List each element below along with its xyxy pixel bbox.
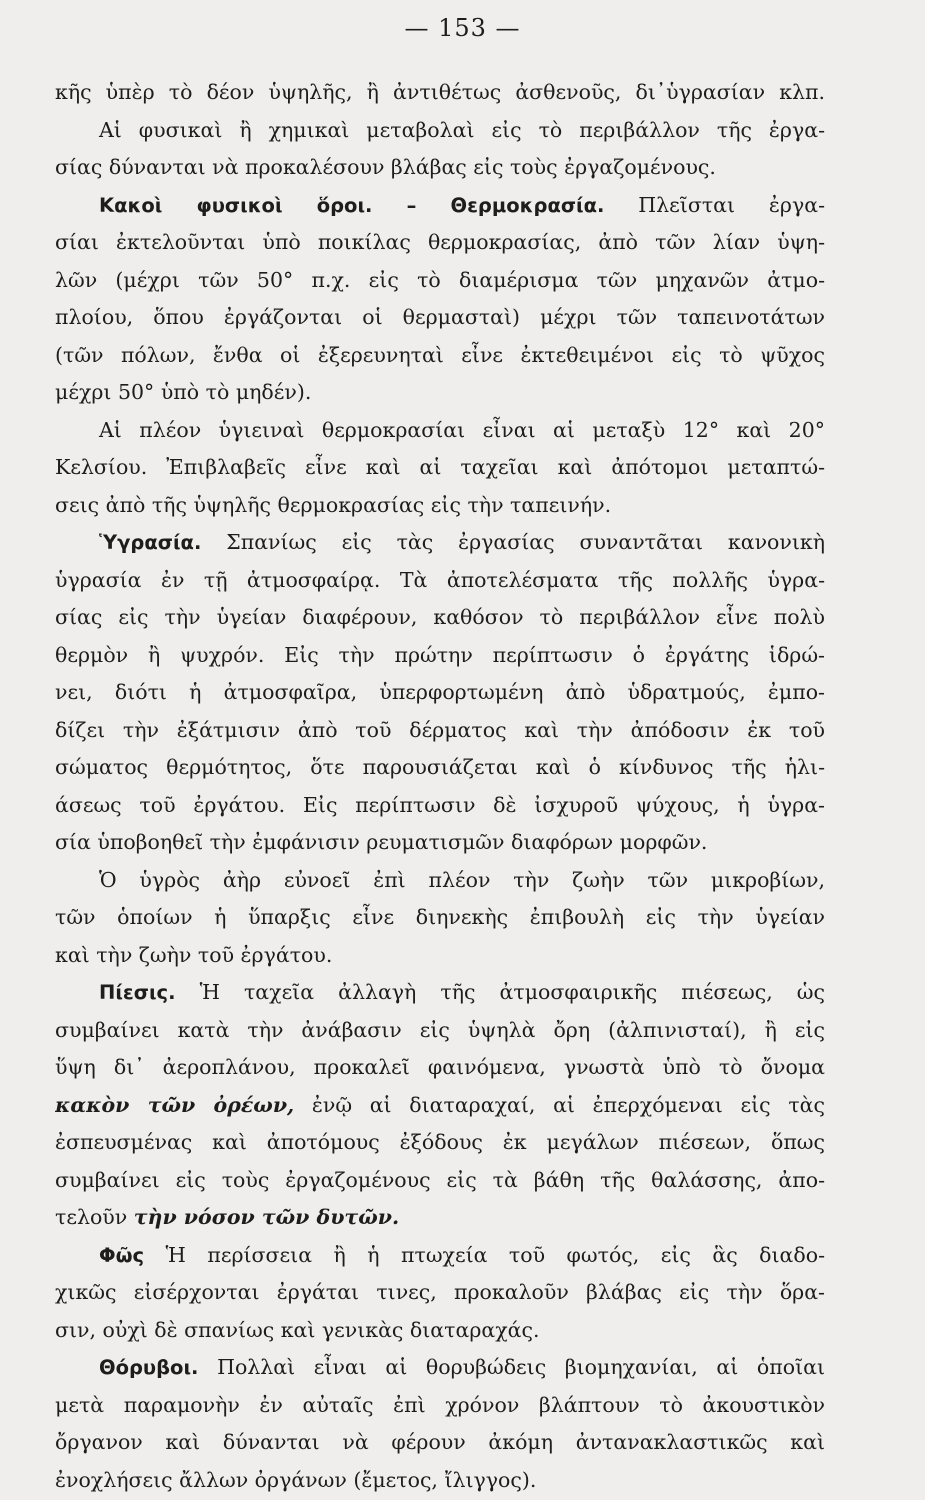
text-span: σιν, οὐχὶ δὲ σπανίως καὶ γενικὰς διαταραχάς. bbox=[55, 1317, 540, 1342]
text-span: συμβαίνει κατὰ τὴν ἀνάβασιν εἰς ὑψηλὰ ὄρη (ἀλπινισταί), ἢ εἰς bbox=[55, 1017, 825, 1042]
text-span: καὶ τὴν ζωὴν τοῦ ἐργάτου. bbox=[55, 942, 333, 967]
text-span: ὕψη δι᾽ ἀεροπλάνου, προκαλεῖ φαινόμενα, γνωστὰ ὑπὸ τὸ ὄνομα bbox=[55, 1055, 825, 1079]
text-line bbox=[55, 1462, 825, 1500]
text-line bbox=[55, 1012, 825, 1050]
text-span: λῶν (μέχρι τῶν 50° π.χ. εἰς τὸ διαμέρισμα τῶν μηχανῶν ἀτμο- bbox=[55, 267, 825, 292]
text-line bbox=[55, 1237, 825, 1275]
text-span: Πλεῖσται ἐργα- bbox=[604, 192, 825, 217]
text-span: συμβαίνει εἰς τοὺς ἐργαζομένους εἰς τὰ βάθη τῆς θαλάσσης, ἀπο- bbox=[55, 1167, 825, 1192]
text-line bbox=[55, 262, 825, 300]
text-span: Πολλαὶ εἶναι αἱ θορυβώδεις βιομηχανίαι, αἱ ὁποῖαι bbox=[198, 1355, 825, 1379]
page-number: — 153 — bbox=[404, 14, 521, 42]
text-span: σίαι ἐκτελοῦνται ὑπὸ ποικίλας θερμοκρασίας, ἀπὸ τῶν λίαν ὑψη- bbox=[55, 230, 825, 254]
emphasized-term: τὴν νόσον τῶν δυτῶν. bbox=[133, 1205, 400, 1229]
text-line bbox=[55, 562, 825, 600]
text-line bbox=[55, 187, 825, 225]
text-line bbox=[55, 824, 825, 862]
text-line bbox=[55, 74, 825, 112]
section-heading: Κακοὶ φυσικοὶ ὅροι. – Θερμοκρασία. bbox=[99, 193, 605, 217]
text-line bbox=[55, 937, 825, 975]
text-span: νει, διότι ἡ ἀτμοσφαῖρα, ὑπερφορτωμένη ἀπὸ ὑδρατμούς, ἐμπο- bbox=[55, 680, 825, 704]
text-span: θερμὸν ἢ ψυχρόν. Εἰς τὴν πρώτην περίπτωσιν ὁ ἐργάτης ἱδρώ- bbox=[55, 642, 825, 667]
text-span: δίζει τὴν ἐξάτμισιν ἀπὸ τοῦ δέρματος καὶ τὴν ἀπόδοσιν ἐκ τοῦ bbox=[55, 717, 825, 742]
emphasized-term: κακὸν τῶν ὀρέων, bbox=[55, 1092, 295, 1117]
text-line bbox=[55, 1349, 825, 1387]
text-span: Αἱ φυσικαὶ ἢ χημικαὶ μεταβολαὶ εἰς τὸ περιβάλλον τῆς ἐργα- bbox=[99, 117, 825, 142]
text-span: σίας δύνανται νὰ προκαλέσουν βλάβας εἰς τοὺς ἐργαζομένους. bbox=[55, 155, 716, 179]
body-text bbox=[55, 74, 825, 1499]
text-line bbox=[55, 374, 825, 412]
text-span: χικῶς εἰσέρχονται ἐργάται τινες, προκαλοῦν βλάβας εἰς τὴν ὅρα- bbox=[55, 1280, 825, 1304]
text-span: πλοίου, ὅπου ἐργάζονται οἱ θερμασταὶ) μέχρι τῶν ταπεινοτάτων bbox=[55, 305, 825, 329]
text-line bbox=[55, 224, 825, 262]
text-line bbox=[55, 1199, 825, 1237]
text-span: σία ὑποβοηθεῖ τὴν ἐμφάνισιν ρευματισμῶν διαφόρων μορφῶν. bbox=[55, 830, 708, 854]
text-span: σεις ἀπὸ τῆς ὑψηλῆς θερμοκρασίας εἰς τὴν ταπεινήν. bbox=[55, 492, 612, 517]
text-span: ὄργανον καὶ δύνανται νὰ φέρουν ἀκόμη ἀντανακλαστικῶς καὶ bbox=[55, 1430, 825, 1454]
text-line bbox=[55, 149, 825, 187]
text-line bbox=[55, 1312, 825, 1350]
text-line bbox=[55, 1274, 825, 1312]
text-span: (τῶν πόλων, ἔνθα οἱ ἐξερευνηταὶ εἶνε ἐκτεθειμένοι εἰς τὸ ψῦχος bbox=[55, 342, 825, 367]
section-heading: Πίεσις. bbox=[99, 981, 176, 1004]
text-line bbox=[55, 1087, 825, 1125]
text-span: Ὁ ὑγρὸς ἀὴρ εὐνοεῖ ἐπὶ πλέον τὴν ζωὴν τῶν μικροβίων, bbox=[99, 867, 825, 892]
text-line bbox=[55, 449, 825, 487]
text-line bbox=[55, 337, 825, 375]
text-line bbox=[55, 749, 825, 787]
text-span: κῆς ὑπὲρ τὸ δέον ὑψηλῆς, ἢ ἀντιθέτως ἀσθενοῦς, δι᾽ὑγρασίαν κλπ. bbox=[55, 80, 825, 104]
text-span: τελοῦν bbox=[55, 1205, 134, 1229]
text-span: άσεως τοῦ ἐργάτου. Εἰς περίπτωσιν δὲ ἰσχυροῦ ψύχους, ἡ ὑγρα- bbox=[55, 792, 825, 817]
text-line bbox=[55, 1049, 825, 1087]
text-line bbox=[55, 1162, 825, 1200]
section-heading: Θόρυβοι. bbox=[99, 1356, 199, 1379]
text-line bbox=[55, 487, 825, 525]
text-span: τῶν ὁποίων ἡ ὕπαρξις εἶνε διηνεκὴς ἐπιβουλὴ εἰς τὴν ὑγείαν bbox=[55, 905, 825, 929]
text-line bbox=[55, 974, 825, 1012]
text-line bbox=[55, 299, 825, 337]
text-line bbox=[55, 674, 825, 712]
text-span: ὑγρασία ἐν τῇ ἀτμοσφαίρᾳ. Τὰ ἀποτελέσματα τῆς πολλῆς ὑγρα- bbox=[55, 567, 825, 592]
text-span: σίας εἰς τὴν ὑγείαν διαφέρουν, καθόσον τὸ περιβάλλον εἶνε πολὺ bbox=[55, 605, 825, 629]
section-heading: Φῶς bbox=[99, 1243, 145, 1267]
text-line bbox=[55, 524, 825, 562]
text-span: σώματος θερμότητος, ὅτε παρουσιάζεται καὶ ὁ κίνδυνος τῆς ἡλι- bbox=[55, 755, 825, 779]
text-span: μέχρι 50° ὑπὸ τὸ μηδέν). bbox=[55, 380, 312, 404]
text-line bbox=[55, 637, 825, 675]
text-line bbox=[55, 899, 825, 937]
text-line bbox=[55, 787, 825, 825]
text-span: Ἡ περίσσεια ἢ ἡ πτωχεία τοῦ φωτός, εἰς ἃς διαδο- bbox=[144, 1242, 825, 1267]
text-line bbox=[55, 112, 825, 150]
text-line bbox=[55, 712, 825, 750]
text-line bbox=[55, 1124, 825, 1162]
text-span: μετὰ παραμονὴν ἐν αὐταῖς ἐπὶ χρόνον βλάπτουν τὸ ἀκουστικὸν bbox=[55, 1392, 825, 1417]
text-line bbox=[55, 1387, 825, 1425]
text-span: Σπανίως εἰς τὰς ἐργασίας συναντᾶται κανονικὴ bbox=[201, 530, 825, 554]
text-span: Αἱ πλέον ὑγιειναὶ θερμοκρασίαι εἶναι αἱ μεταξὺ 12° καὶ 20° bbox=[99, 417, 825, 442]
text-line bbox=[55, 599, 825, 637]
text-line bbox=[55, 862, 825, 900]
text-span: Ἡ ταχεῖα ἀλλαγὴ τῆς ἀτμοσφαιρικῆς πιέσεως, ὡς bbox=[175, 980, 825, 1004]
text-span: ἐνῷ αἱ διαταραχαί, αἱ ἐπερχόμεναι εἰς τὰς bbox=[294, 1092, 825, 1117]
text-line bbox=[55, 1424, 825, 1462]
text-span: ἐσπευσμένας καὶ ἀποτόμους ἐξόδους ἐκ μεγάλων πιέσεων, ὅπως bbox=[55, 1130, 825, 1154]
section-heading: Ὑγρασία. bbox=[99, 531, 202, 554]
text-span: Κελσίου. Ἐπιβλαβεῖς εἶνε καὶ αἱ ταχεῖαι καὶ ἀπότομοι μεταπτώ- bbox=[55, 455, 825, 479]
text-line bbox=[55, 412, 825, 450]
text-span: ἐνοχλήσεις ἄλλων ὀργάνων (ἔμετος, ἴλιγγος). bbox=[55, 1467, 537, 1492]
